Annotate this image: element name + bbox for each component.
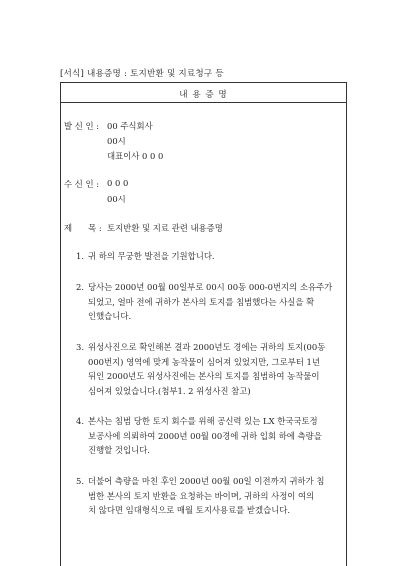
item-line: 본사는 침범 당한 토지 회수를 위해 공신력 있는 LX 한국국토정 — [88, 416, 318, 426]
subject-label: 제 목 : — [64, 223, 102, 233]
recipient-name: 0 0 0 — [107, 178, 129, 188]
item-number: 5. — [76, 476, 84, 486]
item-number: 1. — [76, 251, 84, 261]
sender-company: 00 주식회사 — [107, 121, 153, 131]
item-line: 귀 하의 무궁한 발전을 기원합니다. — [88, 251, 215, 261]
item-line: 치 않다면 임대형식으로 매월 토지사용료를 받겠습니다. — [88, 505, 291, 515]
form-caption: [서식] 내용증명 : 토지반환 및 지료청구 등 — [60, 69, 224, 79]
item-line: 위성사진으로 확인해본 결과 2000년도 경에는 귀하의 토지(00동 — [88, 342, 326, 352]
item-line: 범한 본사의 토지 반환을 요청하는 바이며, 귀하의 사정이 여의 — [88, 490, 315, 501]
item-number: 4. — [76, 416, 84, 426]
item-line: 진행할 것입니다. — [88, 445, 150, 455]
item-number: 3. — [76, 342, 84, 352]
item-line: 뒤인 2000년도 위성사진에는 본사의 토지를 침범하여 농작물이 — [88, 371, 320, 381]
title-divider — [61, 102, 346, 103]
list-item — [76, 340, 340, 398]
sender-label: 발 신 인 : — [64, 121, 100, 131]
list-item — [76, 414, 340, 458]
item-number: 2. — [76, 282, 84, 292]
list-item — [76, 474, 340, 518]
item-line: 인했습니다. — [88, 311, 132, 321]
recipient-city: 00시 — [107, 194, 126, 204]
item-line: 당사는 2000년 00월 00일부로 00시 00동 000-0번지의 소유주가 — [88, 282, 333, 292]
document-title: 내 용 증 명 — [179, 90, 228, 100]
subject-text: 토지반환 및 지료 관련 내용증명 — [107, 223, 223, 233]
item-line: 심어져 있었습니다.(첨부1. 2 위성사진 참고) — [88, 385, 251, 396]
item-line: 보공사에 의뢰하여 2000년 00월 00경에 귀하 입회 하에 측량을 — [88, 430, 322, 441]
list-item — [76, 249, 340, 264]
item-line: 000번지) 영역에 맞게 농작물이 심어져 있었지만, 그로부터 1년 — [88, 356, 320, 367]
sender-representative: 대표이사 0 0 0 — [107, 151, 164, 161]
item-line: 더불어 측량을 마친 후인 2000년 00월 00일 이전까지 귀하가 침 — [88, 476, 325, 486]
item-line: 되었고, 얼마 전에 귀하가 본사의 토지를 침범했다는 사실을 확 — [88, 296, 315, 307]
recipient-label: 수 신 인 : — [64, 179, 100, 189]
list-item — [76, 280, 340, 324]
sender-city: 00시 — [107, 136, 126, 146]
document-frame — [60, 82, 347, 566]
